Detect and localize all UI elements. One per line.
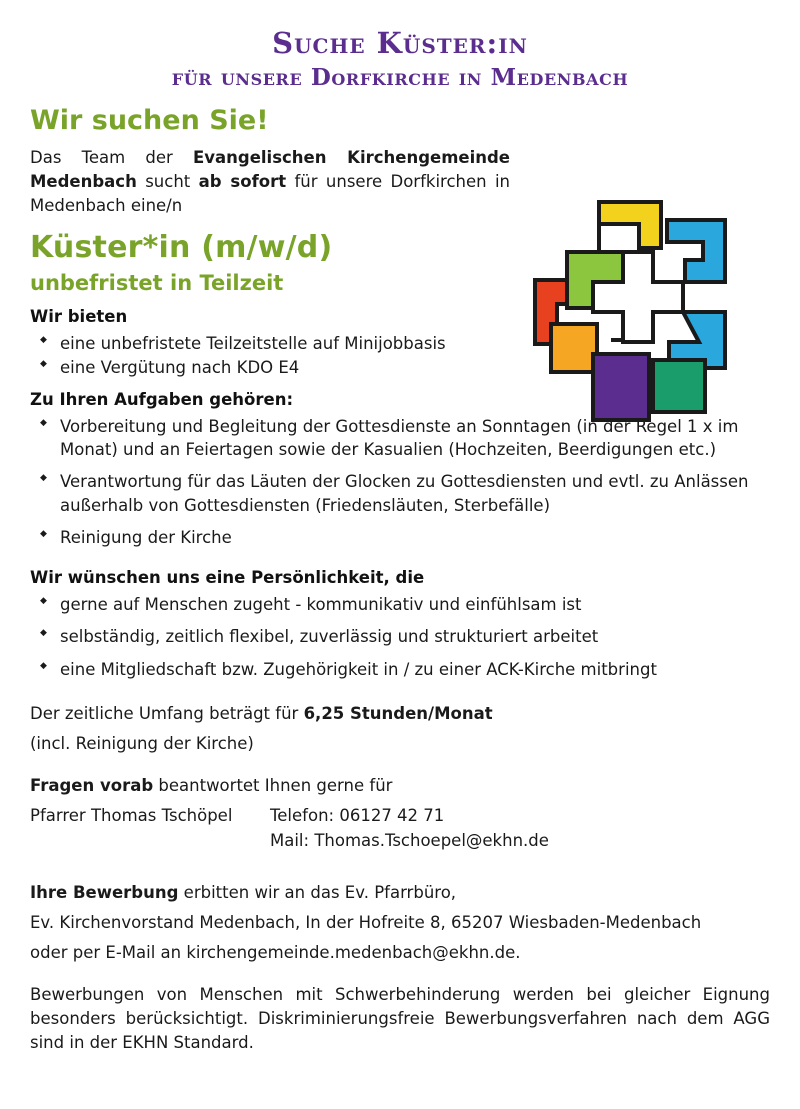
hours-note: (incl. Reinigung der Kirche): [30, 733, 254, 753]
list-item: ◆ selbständig, zeitlich flexibel, zuverlässig und strukturiert arbeitet: [34, 625, 770, 648]
offer-list: [30, 332, 514, 380]
hours-text: Der zeitliche Umfang beträgt für: [30, 703, 304, 723]
list-item: ◆ Verantwortung für das Läuten der Glocken zu Gottesdiensten und evtl. zu Anlässen außerhalb von Gottesdiensten (Friedensläuten, Sterbefälle): [34, 470, 770, 517]
intro-bold-1: Evangelischen Kirchengemeinde Medenbach: [30, 148, 510, 191]
application-lead: [30, 881, 770, 905]
list-item: ◆ eine Vergütung nach KDO E4: [34, 356, 514, 379]
application-block: [30, 881, 770, 1055]
contact-lead-bold: Fragen vorab: [30, 775, 154, 795]
intro-heading: Wir suchen Sie!: [30, 105, 269, 136]
intro-bold-2: ab sofort: [198, 171, 287, 191]
intro-text-3: für unsere Dorfkirchen in Medenbach eine/n: [30, 171, 511, 215]
hours-bold: 6,25 Stunden/Monat: [303, 703, 493, 723]
contact-mail[interactable]: Mail: Thomas.Tschoepel@ekhn.de: [270, 830, 549, 850]
contact-person: Pfarrer Thomas Tschöpel: [30, 805, 233, 825]
contact-mail-row: [30, 829, 770, 854]
hours-paragraph: [30, 702, 770, 726]
tasks-list: [30, 415, 770, 550]
page-subtitle: für unsere Dorfkirche in Medenbach: [171, 64, 629, 91]
offer-heading: Wir bieten: [30, 306, 128, 326]
tasks-heading: Zu Ihren Aufgaben gehören:: [30, 389, 294, 409]
contact-lead-rest: beantwortet Ihnen gerne für: [153, 775, 393, 795]
application-address: Ev. Kirchenvorstand Medenbach, In der Hofreite 8, 65207 Wiesbaden-Medenbach: [30, 913, 702, 933]
contact-spacer: [30, 829, 270, 854]
contact-lead: [30, 774, 770, 798]
job-subtitle: unbefristet in Teilzeit: [30, 270, 284, 295]
application-email-line[interactable]: oder per E-Mail an kirchengemeinde.medenbach@ekhn.de.: [30, 943, 521, 963]
intro-text-2: sucht: [136, 171, 199, 191]
ekhn-cross-logo: [507, 192, 752, 432]
intro-text-1: Das Team der: [30, 148, 193, 167]
application-equality-note: Bewerbungen von Menschen mit Schwerbehinderung werden bei gleicher Eignung besonders berücksichtigt. Diskriminierungsfreie Bewerbungsverfahren nach dem AGG sind in der EKHN Standard.: [30, 985, 770, 1052]
list-item: ◆ gerne auf Menschen zugeht - kommunikativ und einfühlsam ist: [34, 593, 770, 616]
list-item: ◆ eine unbefristete Teilzeitstelle auf Minijobbasis: [34, 332, 514, 355]
contact-phone: Telefon: 06127 42 71: [270, 805, 445, 825]
list-item: ◆ eine Mitgliedschaft bzw. Zugehörigkeit in / zu einer ACK-Kirche mitbringt: [34, 658, 770, 681]
contact-phone-row: [30, 804, 770, 829]
profile-list: [30, 593, 770, 681]
list-item: ◆ Reinigung der Kirche: [34, 526, 770, 549]
application-lead-rest: erbitten wir an das Ev. Pfarrbüro,: [178, 883, 457, 903]
job-title: Küster*in (m/w/d): [30, 229, 333, 265]
list-item: ◆ Vorbereitung und Begleitung der Gottesdienste an Sonntagen (in der Regel 1 x im Monat) und an Feiertagen sowie der Kasualien (Hochzeiten, Beerdigungen etc.): [34, 415, 770, 462]
intro-paragraph: [30, 146, 510, 218]
application-lead-bold: Ihre Bewerbung: [30, 883, 179, 903]
page-title: Suche Küster:in: [272, 26, 528, 60]
profile-heading: Wir wünschen uns eine Persönlichkeit, die: [30, 567, 425, 587]
